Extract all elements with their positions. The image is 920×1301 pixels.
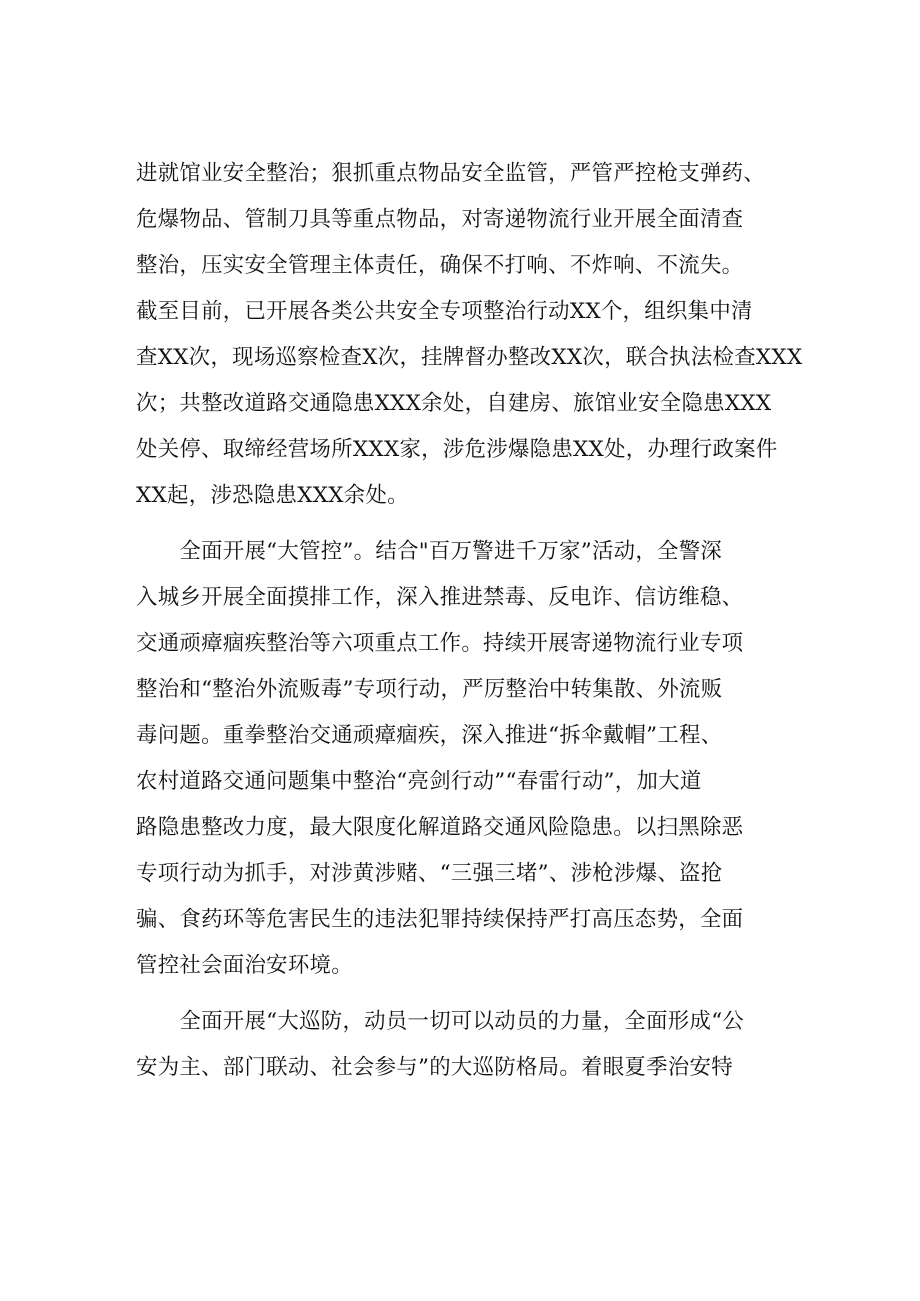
text-line: 路隐患整改力度，最大限度化解道路交通风险隐患。以扫黑除恶 [136,815,744,840]
text-line: 进就馆业安全整治；狠抓重点物品安全监管，严管严控枪支弹药、 [136,161,766,186]
text-line: 处关停、取缔经营场所XXX家，涉危涉爆隐患XX处，办理行政案件 [136,437,778,462]
text-line: 危爆物品、管制刀具等重点物品，对寄递物流行业开展全面清查 [136,207,744,232]
text-line: 全面开展“大管控”。结合"百万警进千万家”活动，全警深 [136,539,723,564]
text-line: 入城乡开展全面摸排工作，深入推进禁毒、反电诈、信访维稳、 [136,585,744,610]
text-line: 管控社会面治安环境。 [136,953,353,978]
paragraph-big-control [136,529,786,989]
text-line: 安为主、部门联动、社会参与”的大巡防格局。着眼夏季治安特 [136,1055,733,1080]
text-line: 毒问题。重拳整治交通顽瘴痼疾，深入推进“拆伞戴帽”工程、 [136,723,723,748]
document-body [136,151,803,1091]
paragraph-big-patrol [136,999,786,1091]
text-line: 查XX次，现场巡察检查X次，挂牌督办整改XX次，联合执法检查XXX [136,345,803,370]
text-line: 骗、食药环等危害民生的违法犯罪持续保持严打高压态势，全面 [136,907,744,932]
paragraph-safety-rectification [136,151,803,519]
text-line: XX起，涉恐隐患XXX余处。 [136,483,409,508]
text-line: 次；共整改道路交通隐患XXX余处，自建房、旅馆业安全隐患XXX [136,391,772,416]
text-line: 整治和“整治外流贩毒”专项行动，严厉整治中转集散、外流贩 [136,677,723,702]
text-line: 截至目前，已开展各类公共安全专项整治行动XX个，组织集中清 [136,299,753,324]
text-line: 全面开展“大巡防，动员一切可以动员的力量，全面形成“公 [136,1009,745,1034]
text-line: 专项行动为抓手，对涉黄涉赌、“三强三堵”、涉枪涉爆、盗抢 [136,861,723,886]
text-line: 整治，压实安全管理主体责任，确保不打响、不炸响、不流失。 [136,253,744,278]
text-line: 农村道路交通问题集中整治“亮剑行动”“春雷行动”，加大道 [136,769,702,794]
text-line: 交通顽瘴痼疾整治等六项重点工作。持续开展寄递物流行业专项 [136,631,744,656]
